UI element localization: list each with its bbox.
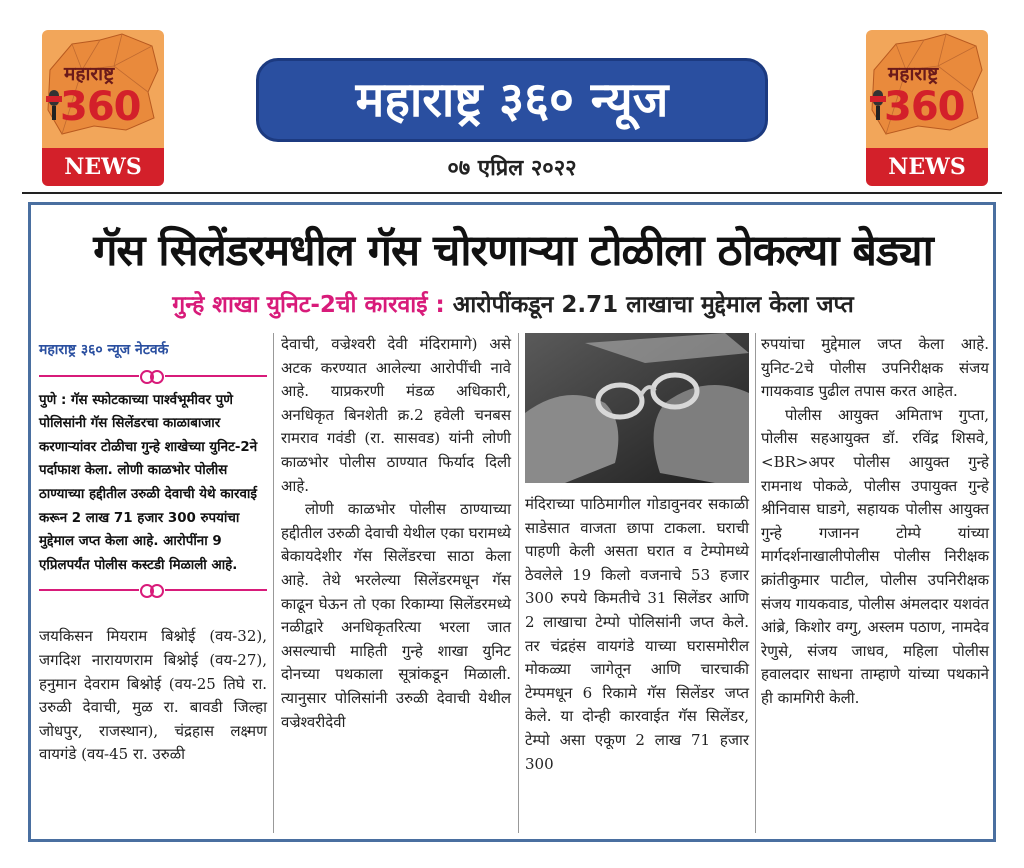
paper-name: महाराष्ट्र ३६० न्यूज (355, 72, 669, 128)
column-separator (518, 333, 519, 833)
article-headline: गॅस सिलेंडरमधील गॅस चोरणाऱ्या टोळीला ठोकल्या बेड्या (93, 226, 933, 276)
ornament-divider (39, 367, 267, 385)
article-subhead (41, 287, 985, 319)
body-paragraph: मंदिराच्या पाठिमागील गोडावुनवर सकाळी साडेसात वाजता छापा टाकला. घराची पाहणी केली असता घरात व टेम्पोमध्ये ठेवलेले 19 किलो वजनाचे 53 हजार 300 रुपये किमतीचे 31 सिलेंडर आणि 2 लाखाचा टेम्पो पोलिसांनी जप्त केले. तर चंद्रहंस वायगंडे याच्या घरासमोरील मोकळ्या जागेतून आणि चारचाकी टेम्पमधून 6 रिकामे गॅस सिलेंडर जप्त केले. या दोन्ही कारवाईत गॅस सिलेंडर, टेम्पो असा एकूण 2 लाख 71 हजार 300 (525, 495, 749, 773)
article-column-3 (525, 333, 749, 776)
article-frame (28, 202, 996, 842)
body-paragraph: जयकिसन मियराम बिश्नोई (वय-32), जगदिश नारायणराम बिश्नोई (वय-27), हनुमान देवराम बिश्नोई (वय-25 तिघे रा. उरुळी देवाची, मुळ रा. बावडी जिल्हा जोधपुर, राजस्थान), चंद्रहास लक्ष्मण वायगंडे (वय-45 रा. उरुळी (39, 627, 267, 764)
logo-news-label: NEWS (42, 148, 164, 186)
column-separator (755, 333, 756, 833)
logo-title: महाराष्ट्र (888, 63, 939, 85)
body-paragraph: देवाची, वज्रेश्वरी देवी मंदिरामागे) असे अटक करण्यात आलेल्या आरोपींची नावे आहे. याप्रकरणी मंडळ अधिकारी, अनधिकृत बिनशेती क्र.2 हवेली चनबस रामराव गवंडी (रा. सासवड) यांनी लोणी काळभोर पोलीस ठाण्यात फिर्याद दिली आहे. (281, 335, 511, 495)
issue-date: ०७ एप्रिल २०२२ (447, 156, 577, 181)
ornament-divider (39, 581, 267, 599)
logo-number: 360 (60, 84, 141, 130)
masthead-logo-right (866, 30, 988, 186)
byline: महाराष्ट्र ३६० न्यूज नेटवर्क (39, 342, 169, 358)
lead-paragraph: पुणे : गॅस स्फोटकाच्या पार्श्वभूमीवर पुणे पोलिसांनी गॅस सिलेंडरचा काळाबाजार करणाऱ्यांवर टोळीचा गुन्हे शाखेच्या युनिट-2ने पर्दाफाश केला. लोणी काळभोर पोलीस ठाण्याच्या हद्दीतील उरुळी देवाची येथे कारवाई करून 2 लाख 71 हजार 300 रुपयांचा मुद्देमाल जप्त केला आहे. आरोपींना 9 एप्रिलपर्यंत पोलीस कस्टडी मिळाली आहे. (39, 392, 258, 573)
article-column-2 (281, 333, 511, 734)
column-separator (273, 333, 274, 833)
masthead-logo-left (42, 30, 164, 186)
subhead-rest: आरोपींकडून 2.71 लाखाचा मुद्देमाल केला जप्त (452, 292, 854, 318)
body-paragraph: पोलीस आयुक्त अमिताभ गुप्ता, पोलीस सहआयुक्त डॉ. रविंद्र शिसवे,<BR>अपर पोलीस आयुक्त गुन्हे रामनाथ पोकळे, पोलीस उपायुक्त गुन्हे श्रीनिवास घाडगे, सहायक पोलीस आयुक्त गुन्हे गजानन टोम्पे यांच्या मार्गदर्शनाखालीपोलीस पोलीस निरीक्षक क्रांतीकुमार पाटील, पोलीस उपनिरीक्षक संजय गायकवाड, पोलीस अंमलदार यशवंत आंब्रे, किशोर वग्गु, अस्लम पठाण, नामदेव रेणुसे, संजय जाधव, महिला पोलीस हवालदार साधना ताम्हाणे यांच्या पथकाने ही कामगिरी केली. (761, 405, 989, 707)
masthead-rule (22, 192, 1002, 194)
paper-name-banner (256, 58, 768, 142)
body-paragraph: लोणी काळभोर पोलीस ठाण्याच्या हद्दीतील उरुळी देवाची येथील एका घरामध्ये बेकायदेशीर गॅस सिलेंडरचा साठा केला आहे. तेथे भरलेल्या सिलेंडरमधून गॅस काढून घेऊन तो एका रिकाम्या सिलेंडरमध्ये नळीद्वारे अनधिकृतरित्या भरला जात असल्याची माहिती गुन्हे शाखा युनिट दोनच्या पथकाला सूत्रांकडून मिळाली. त्यानुसार पोलिसांनी उरुळी देवाची येथील वज्रेश्वरीदेवी (281, 500, 511, 731)
handcuffed-hands-photo (525, 333, 749, 483)
article-column-4 (761, 333, 989, 711)
body-paragraph: रुपयांचा मुद्देमाल जप्त केला आहे. युनिट-2चे पोलीस उपनिरीक्षक संजय गायकवाड पुढील तपास करत आहेत. (761, 335, 989, 401)
article-column-1 (39, 333, 267, 767)
logo-number: 360 (884, 84, 965, 130)
subhead-highlight: गुन्हे शाखा युनिट-2ची कारवाई : (172, 292, 445, 318)
logo-title: महाराष्ट्र (64, 63, 115, 85)
logo-news-label: NEWS (866, 148, 988, 186)
